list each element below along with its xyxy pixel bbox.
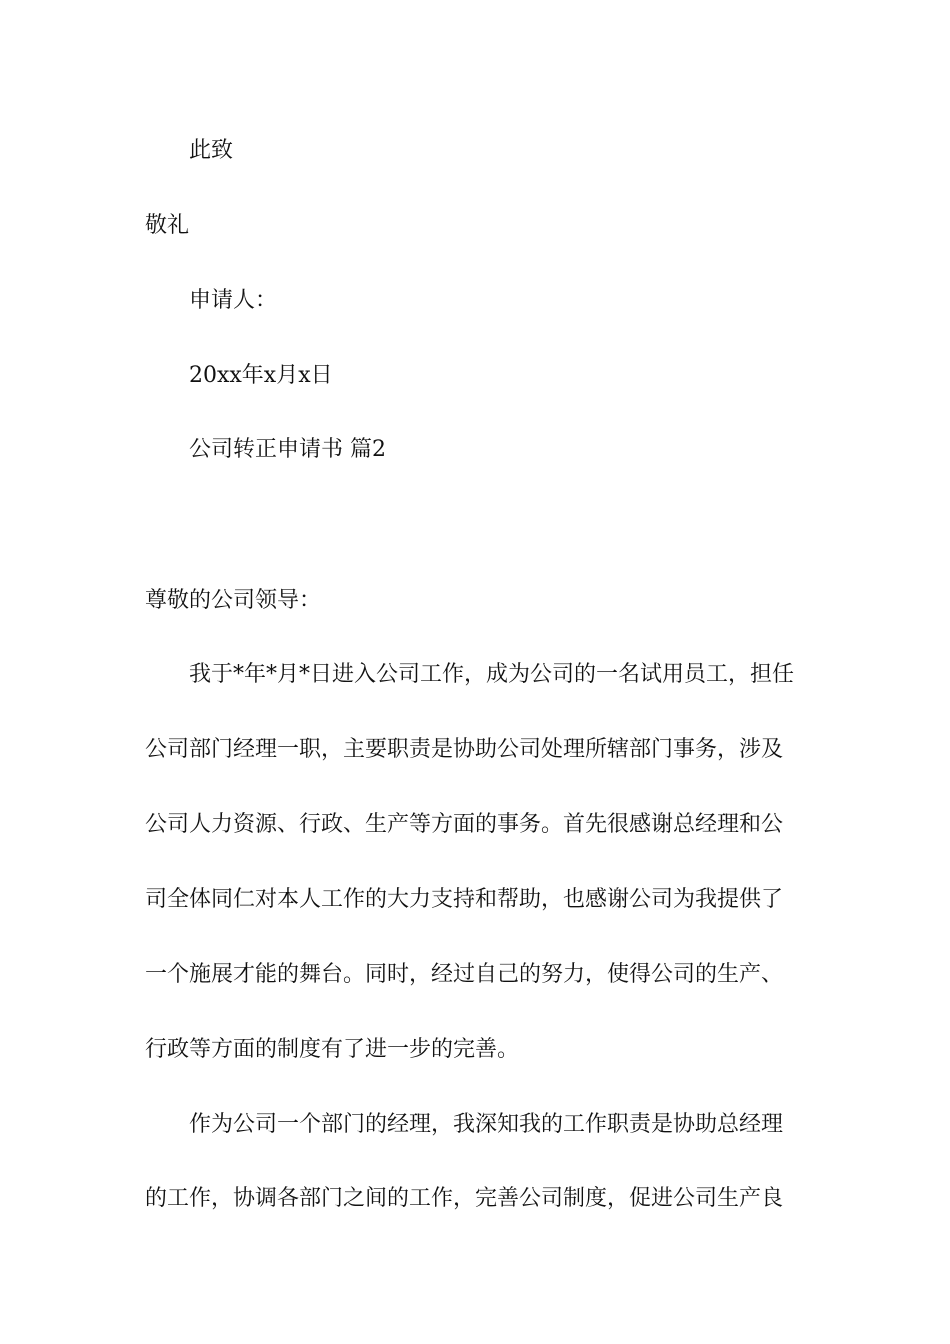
body-line: 公司部门经理一职，主要职责是协助公司处理所辖部门事务，涉及: [145, 737, 784, 762]
body-line: 的工作，协调各部门之间的工作，完善公司制度，促进公司生产良: [145, 1186, 784, 1211]
greeting: 尊敬的公司领导：: [145, 588, 322, 613]
closing-salutation: 此致: [189, 138, 234, 163]
body-line: 作为公司一个部门的经理，我深知我的工作职责是协助总经理: [189, 1112, 784, 1137]
body-line: 司全体同仁对本人工作的大力支持和帮助，也感谢公司为我提供了: [145, 887, 784, 912]
application-date: 20xx年x月x日: [189, 363, 333, 388]
applicant-label: 申请人：: [189, 288, 278, 313]
body-line: 我于*年*月*日进入公司工作，成为公司的一名试用员工，担任: [189, 662, 795, 687]
body-line: 一个施展才能的舞台。同时，经过自己的努力，使得公司的生产、: [145, 962, 784, 987]
section-heading: 公司转正申请书 篇2: [189, 437, 386, 462]
body-line: 公司人力资源、行政、生产等方面的事务。首先很感谢总经理和公: [145, 812, 784, 837]
body-line: 行政等方面的制度有了进一步的完善。: [145, 1037, 520, 1062]
closing-regards: 敬礼: [145, 213, 190, 238]
